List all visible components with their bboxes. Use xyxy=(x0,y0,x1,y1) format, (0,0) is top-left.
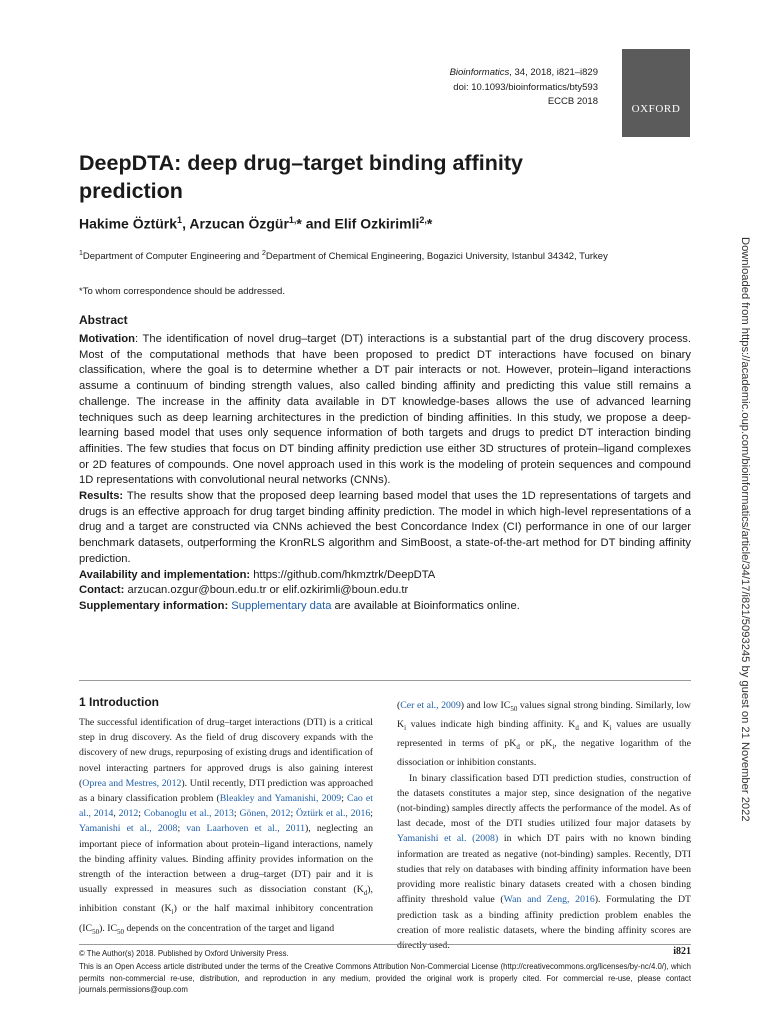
abstract-supplementary xyxy=(79,599,691,615)
citation-link[interactable]: Gönen, 2012 xyxy=(239,808,291,820)
author-separator: , xyxy=(182,215,190,232)
affiliation-text: Department of Chemical Engineering, Bogazici University, Istanbul 34342, Turkey xyxy=(265,251,608,263)
supplementary-label: Supplementary information: xyxy=(79,599,229,612)
availability-label: Availability and implementation: xyxy=(79,568,251,581)
correspondence-note: *To whom correspondence should be addressed. xyxy=(79,286,285,297)
affiliation-marker: 1 xyxy=(79,250,83,257)
results-text: The results show that the proposed deep learning based model that uses the 1D representations of targets and drugs is an effective approach for drug target binding affinity prediction. The model in which high-level representations of a drug and a target are constructed via CNNs achieved the best Concordance Index (CI) performance in one of our larger benchmark datasets, outperforming the KronRLS algorithm and SimBoost, a state-of-the-art method for DT binding affinity prediction. xyxy=(79,490,691,565)
motivation-text: : The identification of novel drug–target (DT) interactions is a substantial part of the drug discovery process. Most of the computational methods that have been proposed to predict DT interactions have focused on binary classification, where the goal is to determine whether a DT pair interacts or not. However, protein–ligand interactions assume a continuum of binding strength values, also called binding affinity and predicting this value still remains a challenge. The increase in the affinity data available in DT knowledge-bases allows the use of advanced learning techniques such as deep learning architectures in the prediction of binding affinities. In this study, we propose a deep-learning based model that uses only sequence information of both targets and drugs to predict DT interaction binding affinities. The few studies that focus on DT binding affinity prediction use either 3D structures of protein–ligand complexes or 2D features of compounds. One novel approach used in this work is the modeling of protein sequences and compound 1D representations with convolutional neural networks (CNNs). xyxy=(79,333,691,487)
affiliation-marker: 1 xyxy=(177,215,183,225)
corresponding-marker: * xyxy=(426,215,433,232)
results-label: Results: xyxy=(79,490,124,503)
paragraph: In binary classification based DTI prediction studies, construction of the datasets constitutes a major step, since designation of the negative (not-binding) samples directly affects the performance of the model. As of last decade, most of the DTI studies utilized four major datasets by Yamanishi et al. (2008) in which DT pairs with no known binding information are treated as negative (not-binding) samples. Recently, DTI studies that rely on databases with binding affinity information have been providing more realistic binary datasets created with a chosen binding affinity threshold value (Wan and Zeng, 2016). Formulating the DT prediction task as a binding affinity prediction problem enables the creation of more realistic datasets, where the binding affinity scores are directly used. xyxy=(397,772,692,951)
corresponding-marker: * xyxy=(296,215,302,232)
author-name[interactable]: Arzucan Özgür xyxy=(189,215,289,232)
page-number: i821 xyxy=(673,946,691,957)
affiliation-text: Department of Computer Engineering and xyxy=(82,251,262,263)
oxford-logo xyxy=(622,49,690,137)
affiliation-marker: 2 xyxy=(261,250,266,257)
citation-link[interactable]: Yamanishi et al., 2008 xyxy=(79,823,178,835)
motivation-label: Motivation xyxy=(79,333,135,345)
citation-link[interactable]: Cao et al., 2014 xyxy=(79,793,373,820)
journal-citation xyxy=(450,66,598,110)
citation-link[interactable]: Öztürk et al., 2016 xyxy=(295,808,371,820)
copyright-notice: © The Author(s) 2018. Published by Oxford University Press. xyxy=(79,949,289,958)
conference: ECCB 2018 xyxy=(547,96,598,107)
contact-label: Contact: xyxy=(79,584,125,597)
author-name[interactable]: Hakime Öztürk xyxy=(79,215,178,232)
citation-link[interactable]: Cer et al., 2009 xyxy=(400,700,461,711)
contact-emails[interactable]: arzucan.ozgur@boun.edu.tr or elif.ozkirimli@boun.edu.tr xyxy=(124,584,409,597)
section-heading-introduction: 1 Introduction xyxy=(79,695,159,709)
citation-link[interactable]: van Laarhoven et al., 2011 xyxy=(186,823,306,835)
body-column-left xyxy=(79,715,373,940)
license-notice: This is an Open Access article distributed under the terms of the Creative Commons Attribution Non-Commercial License (http://creativecommons.org/licenses/by-nc/4.0/), which permits non-commercial re-use, distribution, and reproduction in any medium, provided the original work is properly cited. For commercial re-use, please contact journals.permissions@oup.com xyxy=(79,962,691,994)
paper-title: DeepDTA: deep drug–target binding affinity prediction xyxy=(79,151,523,203)
section-divider xyxy=(79,680,691,681)
footer-divider xyxy=(79,944,691,945)
affiliations xyxy=(79,246,691,264)
affiliation-marker: 2, xyxy=(419,215,427,225)
paragraph: The successful identification of drug–target interactions (DTI) is a critical step in drug discovery. As the field of drug discovery expands with the discovery of new drugs, repurposing of existing drugs and identification of novel interacting partners for approved drugs is also gaining interest (Oprea and Mestres, 2012). Until recently, DTI prediction was approached as a binary classification problem (Bleakley and Yamanishi, 2009; Cao et al., 2014, 2012; Cobanoglu et al., 2013; Gönen, 2012; Öztürk et al., 2016; Yamanishi et al., 2008; van Laarhoven et al., 2011), neglecting an important piece of information about protein–ligand interactions, namely the binding affinity values. Binding affinity provides information on the strength of the interaction between a drug–target (DT) pair and it is usually expressed in measures such as dissociation constant $(K_d)$, inhibition constant $(K_i)$ or the half maximal inhibitory concentration $(IC_{50})$. $IC_{50}$ depends on the concentration of the target and ligand xyxy=(79,717,374,936)
abstract-availability xyxy=(79,568,691,584)
body-column-right xyxy=(397,698,691,953)
affiliation-marker: 1, xyxy=(288,215,297,225)
citation-link[interactable]: Wan and Zeng, 2016 xyxy=(503,894,595,906)
download-watermark: Downloaded from https://academic.oup.com/bioinformatics/article/34/17/i821/5093245 by guest on 21 November 2022 xyxy=(739,237,751,822)
oxford-logo-text: OXFORD xyxy=(631,103,681,115)
supplementary-data-link[interactable]: Supplementary data xyxy=(228,599,332,612)
github-link[interactable]: https://github.com/hkmztrk/DeepDTA xyxy=(250,568,436,581)
citation-link[interactable]: 2012 xyxy=(118,808,139,820)
citation-link[interactable]: Cobanoglu et al., 2013 xyxy=(143,808,234,820)
author-list xyxy=(79,215,432,232)
abstract-heading: Abstract xyxy=(79,313,128,327)
citation-link[interactable]: Oprea and Mestres, 2012 xyxy=(82,777,182,789)
author-name[interactable]: Elif Ozkirimli xyxy=(334,215,420,232)
citation-link[interactable]: Bleakley and Yamanishi, 2009 xyxy=(219,793,342,805)
abstract-motivation xyxy=(79,332,691,489)
author-separator: and xyxy=(301,215,335,232)
citation-link[interactable]: Yamanishi et al. (2008) xyxy=(397,833,499,845)
abstract-results xyxy=(79,489,691,568)
abstract-body xyxy=(79,332,691,615)
journal-volume: , 34, 2018, i821–i829 xyxy=(509,67,598,78)
paragraph: (Cer et al., 2009) and low $IC_{50}$ values signal strong binding. Similarly, low $K_i$ values indicate high binding affinity. $K_d$ and $K_i$ values are usually represented in terms of $pK_d$ or $pK_i$, the negative logarithm of the dissociation or inhibition constants. xyxy=(397,700,691,769)
doi[interactable]: doi: 10.1093/bioinformatics/bty593 xyxy=(453,81,598,93)
journal-name: Bioinformatics xyxy=(449,67,510,78)
supplementary-text: are available at Bioinformatics online. xyxy=(331,599,520,612)
abstract-contact xyxy=(79,583,691,599)
